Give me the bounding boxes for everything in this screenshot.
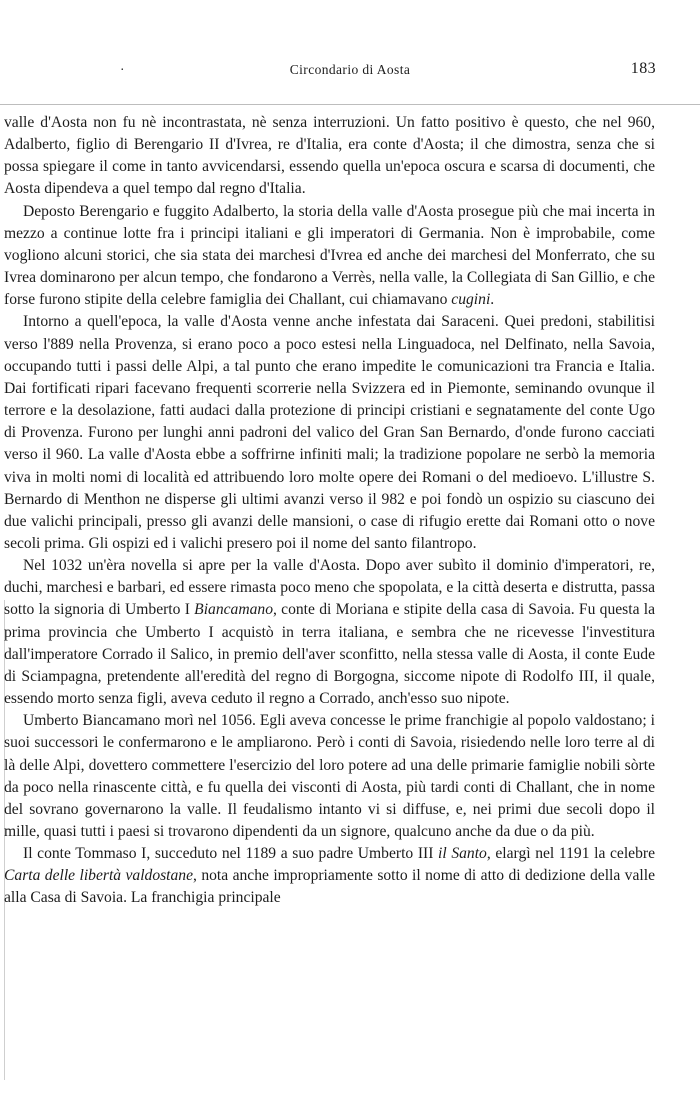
- text-run: , nota anche impropriamente sotto il nome di atto di dedizione della valle alla Casa di Savoia. La franchigia principale: [4, 867, 655, 907]
- text-run: Il conte Tommaso I, succeduto nel 1189 a suo padre Umberto III: [23, 845, 439, 863]
- page-number: 183: [630, 60, 656, 77]
- italic-text: Biancamano: [194, 601, 273, 619]
- paragraph: [4, 201, 655, 312]
- text-run: .: [490, 291, 495, 309]
- paragraph: [4, 555, 655, 710]
- text-run: , conte di Moriana e stipite della casa di Savoia. Fu questa la prima provincia che Umberto I acquistò in terra italiana, e sembra che ne ricevesse l'investitura dall'imperatore Corrado il Salico, in premio dell'aver sconfitto, nella stessa valle di Aosta, il conte Eude di Sciampagna, pretendente all'eredità del regno di Borgogna, siccome nipote di Rodolfo III, il quale, essendo morto senza figli, aveva ceduto il regno a Corrado, anch'esso suo nipote.: [4, 601, 656, 708]
- body-text: [4, 112, 655, 910]
- header-rule: [0, 104, 700, 105]
- italic-text: cugini: [451, 291, 491, 309]
- running-header: [0, 62, 700, 84]
- italic-text: Carta delle libertà valdostane: [4, 867, 194, 885]
- header-dot: ·: [120, 62, 125, 77]
- italic-text: il Santo: [438, 845, 487, 863]
- paragraph: [4, 843, 655, 909]
- paragraph: [4, 112, 655, 201]
- text-run: Umberto Biancamano morì nel 1056. Egli aveva concesse le prime franchigie al popolo valdostano; i suoi successori le confermarono e le ampliarono. Però i conti di Savoia, risiedendo nelle loro terre al di là delle Alpi, dovettero commettere l'esercizio del loro potere ad una delle primarie famiglie nobili sòrte da poco nella rinascente città, e fu quella dei visconti di Aosta, più tardi conti di Challant, che in nome del sovrano governarono la valle. Il feudalismo intanto vi si diffuse, e, nei primi due secoli dopo il mille, quasi tutti i paesi si trovarono dipendenti da un signore, qualcuno anche da due o da più.: [4, 712, 655, 840]
- text-run: Nel 1032 un'èra novella si apre per la valle d'Aosta. Dopo aver subìto il dominio d'imperatori, re, duchi, marchesi e barbari, ed essere rimasta poco meno che spopolata, e la città deserta e distrutta, passa sotto la signoria di Umberto I: [4, 557, 655, 619]
- running-title: Circondario di Aosta: [289, 62, 411, 77]
- text-run: Deposto Berengario e fuggito Adalberto, la storia della valle d'Aosta prosegue più che mai incerta in mezzo a continue lotte fra i principi italiani e gli imperatori di Germania. Non è improbabile, come vogliono alcuni storici, che sia stata dei marchesi d'Ivrea ed anche dei marchesi del Monferrato, che su Ivrea dominarono per alcun tempo, che fondarono a Verrès, nella valle, la Collegiata di San Gillio, e che forse furono stipite della celebre famiglia dei Challant, cui chiamavano: [4, 202, 655, 309]
- paragraph: [4, 710, 655, 843]
- paragraph: [4, 311, 655, 555]
- text-run: , elargì nel 1191 la celebre: [486, 845, 655, 863]
- text-run: Intorno a quell'epoca, la valle d'Aosta venne anche infestata dai Saraceni. Quei predoni, stabilitisi verso l'889 nella Provenza, si erano poco a poco estesi nella Linguadoca, nel Delfinato, nella Savoia, occupando tutti i passi delle Alpi, a tal punto che erano impedite le comunicazioni tra Francia e Italia. Dai fortificati ripari facevano frequenti scorrerie nella Svizzera ed in Piemonte, seminando ovunque il terrore e la desolazione, fatti audaci dalla protezione di principi cristiani e segnatamente del conte Ugo di Provenza. Furono per lunghi anni padroni del valico del Gran San Bernardo, d'onde furono cacciati verso il 960. La valle d'Aosta ebbe a soffrirne infiniti mali; la tradizione popolare ne serbò la memoria viva in molti nomi di località ed attribuendo loro molte opere dei Romani o del medioevo. L'illustre S. Bernardo di Menthon ne disperse gli ultimi avanzi verso il 982 e poi fondò un ospizio su ciascuno dei due valichi principali, presso gli avanzi delle mansioni, o case di rifugio erette dai Romani otto o nove secoli prima. Gli ospizi ed i valichi presero poi il nome del santo filantropo.: [4, 313, 655, 552]
- text-run: valle d'Aosta non fu nè incontrastata, nè senza interruzioni. Un fatto positivo è questo, che nel 960, Adalberto, figlio di Berengario II d'Ivrea, re d'Italia, era conte d'Aosta; il che dimostra, senza che si possa spiegare il come in tanto avvicendarsi, essendo quella un'epoca oscura e scarsa di documenti, che Aosta dipendeva a quel tempo dal regno d'Italia.: [4, 114, 655, 198]
